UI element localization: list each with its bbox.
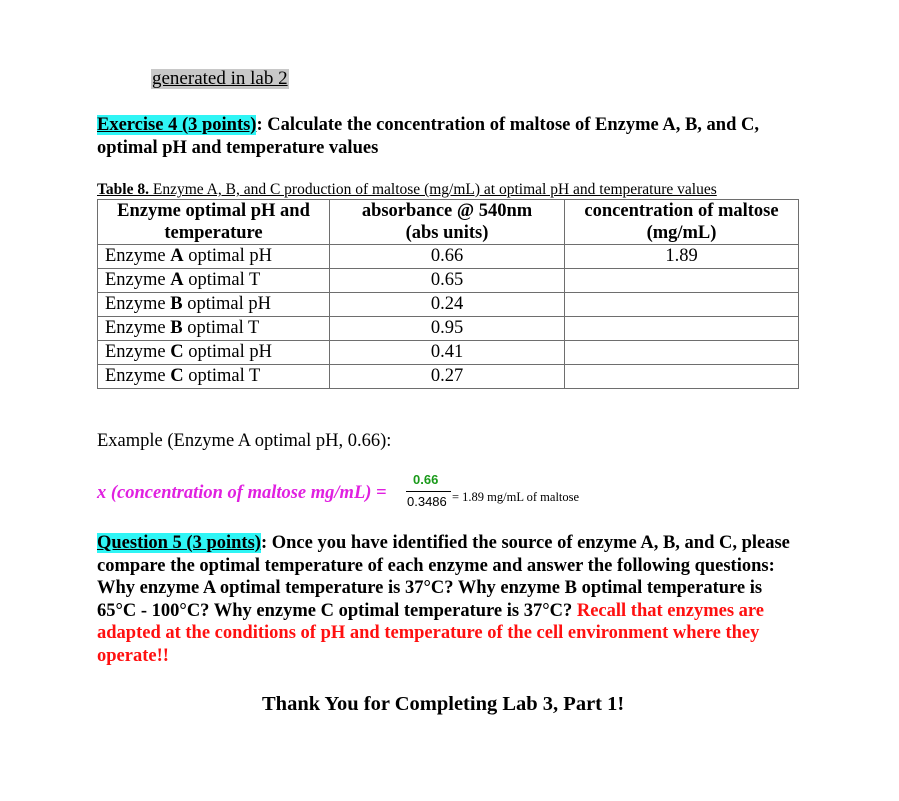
- formula-lhs: x (concentration of maltose mg/mL) =: [97, 483, 387, 503]
- recall-note: Recall that enzymes are adapted at the conditions of pH and temperature of the cell environment where they operate!!: [97, 600, 765, 666]
- lab-note: generated in lab 2: [152, 68, 288, 89]
- formula-numerator: 0.66: [413, 472, 439, 487]
- header-concentration-line1: concentration of maltose: [584, 201, 779, 221]
- enzyme-cell: Enzyme A optimal T: [98, 269, 330, 293]
- table-row: [98, 269, 799, 293]
- header-enzyme-line2: temperature: [164, 223, 263, 243]
- question-text: : Once you have identified the source of enzyme A, B, and C, please compare the optimal temperature of each enzyme and answer the following questions: Why enzyme A optimal temperature is 37°C? Why enzyme B optimal temperature is 65°C - 100°C? Why enzyme C optimal temperature is 37°C?: [97, 533, 790, 621]
- concentration-cell[interactable]: [565, 317, 799, 341]
- exercise-text: : Calculate the concentration of maltose of Enzyme A, B, and C, optimal pH and temperature values: [97, 115, 759, 158]
- table-row: [98, 317, 799, 341]
- enzyme-cell: Enzyme C optimal T: [98, 365, 330, 389]
- question-paragraph: [97, 532, 802, 668]
- header-enzyme: [98, 200, 330, 245]
- header-absorbance-line1: absorbance @ 540nm: [361, 201, 533, 221]
- absorbance-cell: 0.95: [330, 317, 565, 341]
- header-absorbance-line2: (abs units): [405, 223, 489, 243]
- enzyme-cell: Enzyme B optimal pH: [98, 293, 330, 317]
- absorbance-cell: 0.66: [330, 245, 565, 269]
- closing-message: Thank You for Completing Lab 3, Part 1!: [262, 693, 625, 715]
- absorbance-cell: 0.41: [330, 341, 565, 365]
- table-header-row: [98, 200, 799, 245]
- concentration-cell[interactable]: [565, 269, 799, 293]
- formula-denominator: 0.3486: [407, 494, 447, 509]
- formula-result: = 1.89 mg/mL of maltose: [452, 490, 580, 504]
- exercise-label: Exercise 4 (3 points): [97, 115, 257, 135]
- enzyme-cell: Enzyme B optimal T: [98, 317, 330, 341]
- header-concentration-line2: (mg/mL): [646, 223, 717, 243]
- fraction-bar: [406, 491, 451, 492]
- absorbance-cell: 0.65: [330, 269, 565, 293]
- table-caption: [97, 181, 717, 199]
- concentration-cell[interactable]: 1.89: [565, 245, 799, 269]
- table-row: [98, 365, 799, 389]
- maltose-table: [97, 199, 799, 389]
- table-caption-label: Table 8.: [97, 181, 149, 198]
- absorbance-cell: 0.27: [330, 365, 565, 389]
- table-row: [98, 293, 799, 317]
- exercise-heading: [97, 114, 817, 160]
- table-caption-text: Enzyme A, B, and C production of maltose (mg/mL) at optimal pH and temperature values: [148, 181, 717, 198]
- enzyme-cell: Enzyme A optimal pH: [98, 245, 330, 269]
- header-enzyme-line1: Enzyme optimal pH and: [117, 201, 310, 221]
- header-absorbance: [330, 200, 565, 245]
- question-label: Question 5 (3 points): [97, 533, 261, 553]
- table-row: [98, 341, 799, 365]
- concentration-cell[interactable]: [565, 293, 799, 317]
- example-line: Example (Enzyme A optimal pH, 0.66):: [97, 431, 392, 451]
- enzyme-cell: Enzyme C optimal pH: [98, 341, 330, 365]
- absorbance-cell: 0.24: [330, 293, 565, 317]
- concentration-cell[interactable]: [565, 341, 799, 365]
- table-row: [98, 245, 799, 269]
- header-concentration: [565, 200, 799, 245]
- concentration-cell[interactable]: [565, 365, 799, 389]
